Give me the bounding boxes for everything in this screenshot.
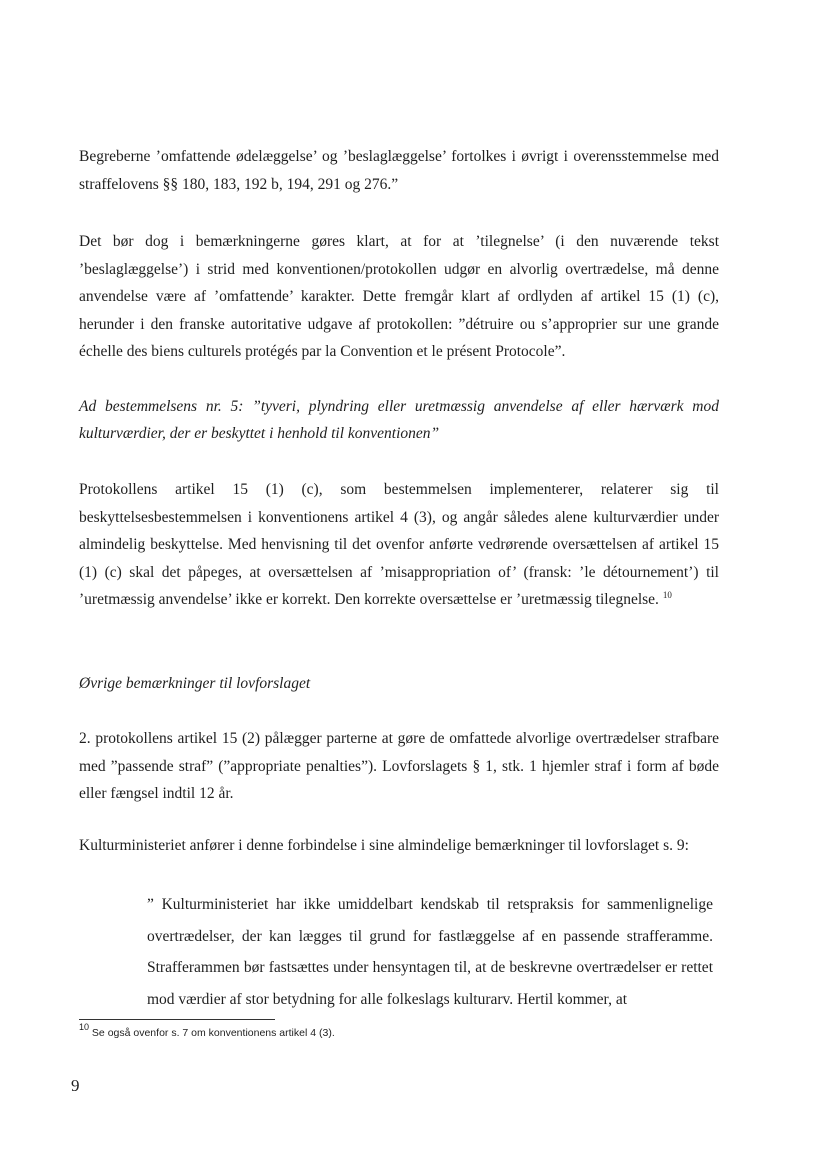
paragraph-3 [79,476,719,614]
paragraph-5: Kulturministeriet anfører i denne forbindelse i sine almindelige bemærkninger til lovforslaget s. 9: [79,837,689,854]
footnote-separator [79,1019,275,1020]
footnote-number: 10 [79,1022,90,1032]
paragraph-1: Begreberne ’omfattende ødelæggelse’ og ’beslaglæggelse’ fortolkes i øvrigt i overensstemmelse med straffelovens §§ 180, 183, 192 b, 194, 291 og 276.” [79,148,719,193]
footnote-reference: 10 [662,590,672,600]
footnote [79,1022,719,1041]
block-quote: ” Kulturministeriet har ikke umiddelbart kendskab til retspraksis for sammenlignelige overtrædelser, der kan lægges til grund for fastlæggelse af en passende strafferamme. Strafferammen bør fastsættes under hensyntagen til, at de beskrevne overtrædelser er rettet mod værdier af stor betydning for alle folkeslags kulturarv. Hertil kommer, at [147,896,713,1008]
page-number: 9 [71,1076,80,1095]
paragraph-3-text: Protokollens artikel 15 (1) (c), som bestemmelsen implementerer, relaterer sig til beskyttelsesbestemmelsen i konventionens artikel 4 (3), og angår således alene kulturværdier under almindelig beskyttelse. Med henvisning til det ovenfor anførte vedrørende oversættelsen af artikel 15 (1) (c) skal det påpeges, at oversættelsen af ’misappropriation of’ (fransk: ’le détournement’) til ’uretmæssig anvendelse’ ikke er korrekt. Den korrekte oversættelse er ’uretmæssig tilegnelse. [79,481,719,608]
footnote-text: Se også ovenfor s. 7 om konventionens artikel 4 (3). [89,1027,335,1039]
section-heading-provision-5: Ad bestemmelsens nr. 5: ”tyveri, plyndring eller uretmæssig anvendelse af eller hærværk mod kulturværdier, der er beskyttet i henhold til konventionen” [79,398,719,442]
paragraph-4: 2. protokollens artikel 15 (2) pålægger parterne at gøre de omfattede alvorlige overtrædelser strafbare med ”passende straf” (”appropriate penalties”). Lovforslagets § 1, stk. 1 hjemler straf i form af bøde eller fængsel indtil 12 år. [79,730,719,802]
section-heading-other-remarks: Øvrige bemærkninger til lovforslaget [79,675,311,692]
paragraph-2: Det bør dog i bemærkningerne gøres klart, at for at ’tilegnelse’ (i den nuværende tekst ’beslaglæggelse’) i strid med konventionen/protokollen udgør en alvorlig overtrædelse, må denne anvendelse være af ’omfattende’ karakter. Dette fremgår klart af ordlyden af artikel 15 (1) (c), herunder i den franske autoritative udgave af protokollen: ”détruire ou s’approprier sur une grande échelle des biens culturels protégés par la Convention et le présent Protocole”. [79,233,719,360]
